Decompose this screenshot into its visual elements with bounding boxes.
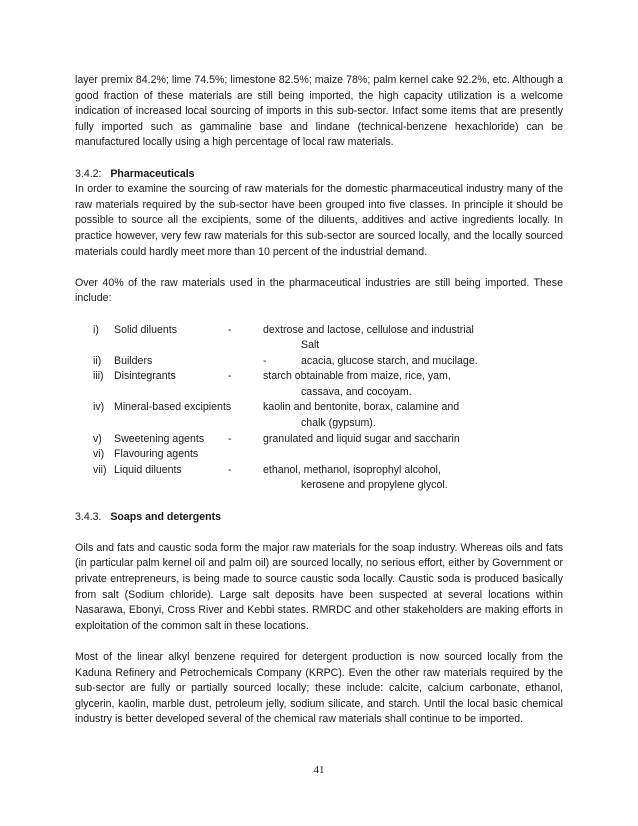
imported-materials-paragraph: Over 40% of the raw materials used in the pharmaceutical industries are still being imported. These include: bbox=[75, 276, 563, 305]
document-page bbox=[75, 73, 563, 728]
list-item: vii) Liquid diluents - ethanol, methanol, isoprophyl alcohol, kerosene and propylene glycol. bbox=[93, 463, 448, 492]
section-title: Soaps and detergents bbox=[110, 510, 222, 523]
soaps-paragraph-2: Most of the linear alkyl benzene required for detergent production is now sourced locally from the Kaduna Refinery and Petrochemicals Company (KRPC). Even the other raw materials required by the sub-sector are fully or partially sourced locally; these include: calcite, calcium carbonate, ethanol, glycerin, kaolin, marble dust, petroleum jelly, sodium silicate, and starch. Until the local basic chemical industry is better developed several of the chemical raw materials shall continue to be imported. bbox=[75, 650, 563, 726]
list-item: i) Solid diluents - dextrose and lactose, cellulose and industrial Salt bbox=[93, 323, 474, 352]
raw-materials-list bbox=[93, 323, 563, 495]
pharmaceuticals-heading bbox=[75, 167, 563, 183]
list-item: iii) Disintegrants - starch obtainable from maize, rice, yam, cassava, and cocoyam. bbox=[93, 370, 451, 398]
list-item: vi) Flavouring agents bbox=[93, 448, 199, 461]
section-title: Pharmaceuticals bbox=[110, 167, 195, 180]
soaps-heading bbox=[75, 510, 563, 526]
page-number: 41 bbox=[313, 764, 325, 776]
section-number: 3.4.2: bbox=[75, 167, 102, 180]
list-item: iv) Mineral-based excipients kaolin and bentonite, borax, calamine and chalk (gypsum). bbox=[93, 401, 460, 430]
section-number: 3.4.3. bbox=[75, 510, 102, 523]
soaps-paragraph-1: Oils and fats and caustic soda form the major raw materials for the soap industry. Whereas oils and fats (in particular palm kernel oil and palm oil) are sourced locally, no serious effort, either by Government or private entrepreneurs, is being made to source caustic soda locally. Caustic soda is produced basically from salt (Sodium chloride). Large salt deposits have been suspected at several locations within Nasarawa, Ebonyi, Cross River and Kebbi states. RMRDC and other stakeholders are making efforts in exploitation of the common salt in these locations. bbox=[75, 541, 563, 632]
pharmaceuticals-paragraph: In order to examine the sourcing of raw materials for the domestic pharmaceutical industry many of the raw materials required by the sub-sector have been grouped into five classes. In principle it should be possible to source all the excipients, some of the diluents, additives and active ingredients locally. In practice however, very few raw materials for this sub-sector are sourced locally, and the locally sourced materials could hardly meet more than 10 percent of the industrial demand. bbox=[75, 183, 563, 258]
list-item: ii) Builders - acacia, glucose starch, and mucilage. bbox=[93, 354, 478, 367]
list-item: v) Sweetening agents - granulated and liquid sugar and saccharin bbox=[93, 432, 460, 445]
intro-paragraph: layer premix 84.2%; lime 74.5%; limestone 82.5%; maize 78%; palm kernel cake 92.2%, etc. Although a good fraction of these materials are still being imported, the high capacity utilization is a welcome indication of increased local sourcing of imports in this sub-sector. Infact some items that are presently fully imported such as gammaline base and lindane (technical-benzene hexachloride) can be manufactured locally using a high percentage of local raw materials. bbox=[75, 74, 563, 149]
